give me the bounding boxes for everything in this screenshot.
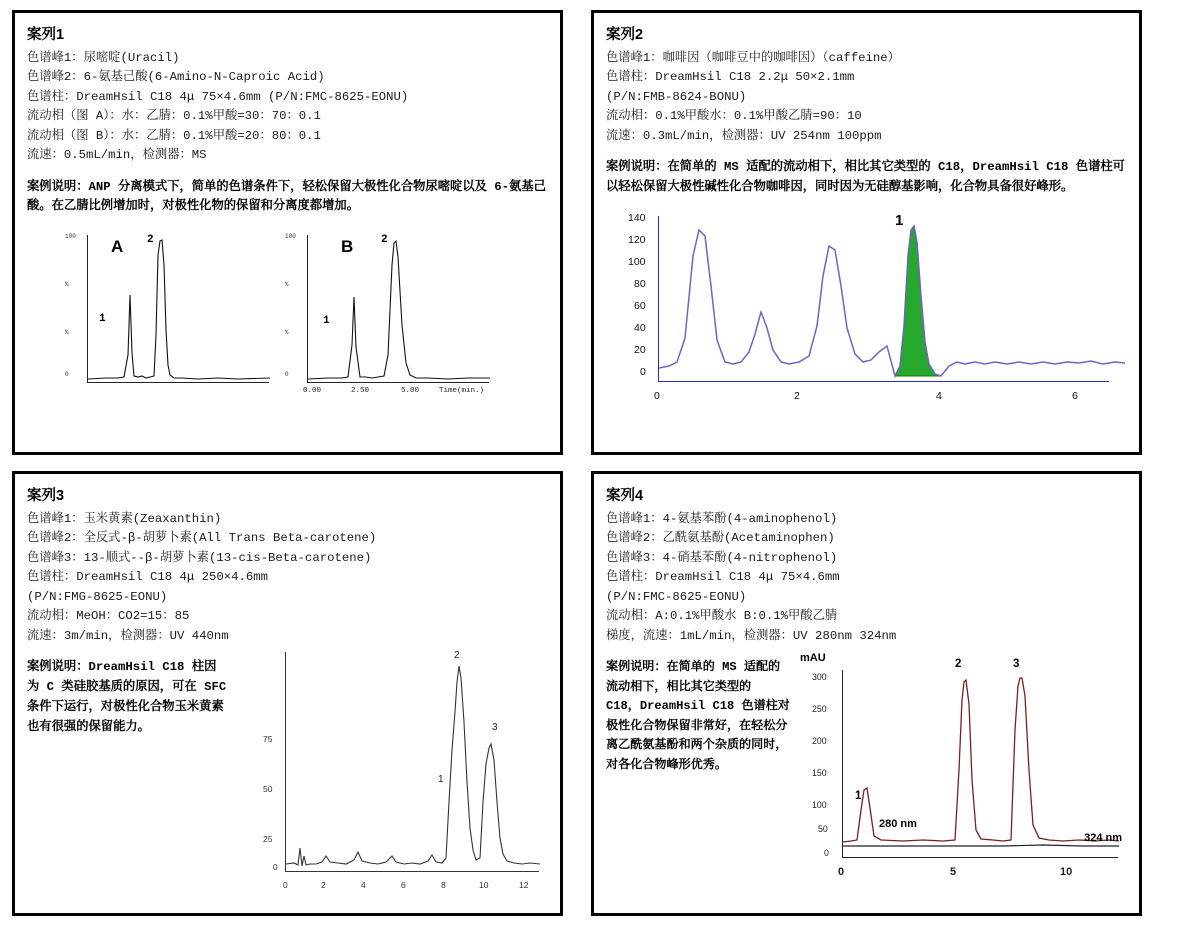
y-tick-label: 75: [263, 734, 273, 744]
case-card-1: [12, 10, 563, 455]
spec-item: 色谱柱：DreamHsil C18 2.2μ 50×2.1mm: [606, 70, 855, 85]
y-tick-label: 100: [812, 800, 827, 810]
peak-label: 3: [492, 722, 498, 733]
y-tick-label: 0: [65, 371, 69, 379]
case-card-3: [12, 471, 563, 916]
spec-item: 色谱柱：DreamHsil C18 4μ 75×4.6mm: [606, 570, 840, 585]
trace-svg: [88, 235, 270, 383]
x-tick-label: 5.00: [401, 387, 420, 396]
chromatogram-panel-b: [285, 231, 493, 403]
x-tick-label: 8: [441, 880, 446, 890]
trace-svg: [308, 235, 490, 383]
spec-item: 色谱峰2：6-氨基己酸(6-Amino-N-Caproic Acid): [27, 70, 325, 85]
y-tick-label: 50: [818, 824, 828, 834]
y-tick-label: 0: [824, 848, 829, 858]
spec-item: 色谱柱：DreamHsil C18 4μ 250×4.6mm: [27, 570, 269, 585]
spec-item: 色谱峰1：咖啡因（咖啡豆中的咖啡因）（caffeine）: [606, 51, 900, 65]
x-tick-label: 6: [401, 880, 406, 890]
spec-item: 色谱柱：DreamHsil C18 4μ 75×4.6mm (P/N:FMC-8625-EONU): [27, 89, 409, 104]
y-tick-label: %: [65, 281, 69, 289]
panel-letter-b: B: [341, 237, 354, 257]
trace-svg: [286, 652, 540, 872]
x-tick-label: 2: [321, 880, 326, 890]
y-tick-label: 300: [812, 672, 827, 682]
case-note: 案例说明：DreamHsil C18 柱因为 C 类硅胶基质的原因，可在 SFC 条件下运行，对极性化合物玉米黄素也有很强的保留能力。: [27, 659, 227, 734]
trace-annotation-280: 280 nm: [879, 818, 917, 830]
x-tick-label: 6: [1072, 389, 1078, 402]
spec-item: 色谱峰3：4-硝基苯酚(4-nitrophenol): [606, 550, 838, 565]
x-tick-label: 4: [361, 880, 366, 890]
y-tick-label: 0: [285, 371, 289, 379]
peak-label: 1: [438, 774, 444, 785]
plot-axes: [285, 652, 539, 872]
peak-label: 1: [323, 315, 330, 328]
case-title: 案列3: [27, 488, 65, 504]
x-tick-label: 2: [794, 389, 800, 402]
x-tick-label: 5: [950, 866, 957, 878]
spec-item: 流动相（图 B）：水：乙腈：0.1%甲酸=20：80：0.1: [27, 128, 321, 143]
x-axis-ticks: [303, 387, 489, 399]
x-tick-label: 2.50: [351, 387, 370, 396]
spec-item: (P/N:FMC-8625-EONU): [606, 589, 747, 604]
plot-axes: [307, 235, 489, 383]
plot-axes: [87, 235, 269, 383]
x-tick-label: 10: [479, 880, 489, 890]
y-tick-label: 80: [634, 277, 646, 290]
peak-label: 1: [99, 313, 106, 326]
case-title: 案列1: [27, 27, 65, 43]
peak-label: 2: [147, 234, 154, 247]
plot-axes: [658, 211, 1109, 382]
case-note: 案例说明：在简单的 MS 适配的流动相下，相比其它类型的 C18，DreamHsil C18 色谱柱对极性化合物保留非常好，在轻松分离乙酰氨基酚和两个杂质的同时，对各化合物峰形优秀。: [606, 659, 790, 772]
y-tick-label: 25: [263, 834, 273, 844]
y-tick-label: %: [65, 329, 69, 337]
peak-label: 3: [1013, 658, 1020, 670]
peak-label: 2: [381, 234, 388, 247]
y-tick-label: %: [285, 329, 289, 337]
y-tick-label: 0: [273, 862, 278, 872]
peak-label: 2: [454, 650, 460, 661]
panel-letter-a: A: [111, 237, 124, 257]
y-tick-label: 250: [812, 704, 827, 714]
x-axis-title: Time(min.): [439, 387, 485, 396]
x-tick-label: 0: [654, 389, 660, 402]
case-title: 案列4: [606, 488, 644, 504]
spec-item: 流速：3m/min，检测器：UV 440nm: [27, 628, 229, 643]
y-tick-label: %: [285, 281, 289, 289]
peak-label: 1: [855, 790, 862, 802]
spec-item: 流速：0.5mL/min，检测器：MS: [27, 148, 207, 163]
y-tick-label: 120: [628, 233, 646, 246]
peak-label: 2: [955, 658, 962, 670]
case-card-4: [591, 471, 1142, 916]
y-tick-label: 200: [812, 736, 827, 746]
y-tick-label: 100: [65, 233, 76, 241]
chromatogram-4: [798, 652, 1128, 892]
spec-item: (P/N:FMB-8624-BONU): [606, 89, 747, 104]
x-tick-label: 0.00: [303, 387, 322, 396]
case-title: 案列2: [606, 27, 644, 43]
trace-svg: [659, 216, 1125, 382]
spec-item: 流动相（图 A）：水：乙腈：0.1%甲酸=30：70：0.1: [27, 109, 321, 124]
spec-item: 色谱峰2：乙酰氨基酚(Acetaminophen): [606, 531, 835, 546]
y-tick-label: 40: [634, 321, 646, 334]
x-tick-label: 0: [283, 880, 288, 890]
spec-item: 色谱峰1：玉米黄素(Zeaxanthin): [27, 512, 222, 526]
x-tick-label: 4: [936, 389, 942, 402]
case-note: 案例说明：在简单的 MS 适配的流动相下，相比其它类型的 C18，DreamHsil C18 色谱柱可以轻松保留大极性碱性化合物咖啡因，同时因为无硅醇基影响，化合物具备很好峰形。: [606, 160, 1125, 195]
chromatogram-panel-a: [65, 231, 273, 403]
spec-item: 色谱峰1：尿嘧啶(Uracil): [27, 51, 180, 65]
peak-label: 1: [895, 211, 904, 229]
y-tick-label: 100: [628, 255, 646, 268]
y-axis-label: mAU: [800, 652, 826, 664]
case-spec-list: [606, 510, 1127, 646]
spec-item: 梯度，流速：1mL/min，检测器：UV 280nm 324nm: [606, 628, 897, 643]
case-spec-list: [27, 510, 548, 646]
chromatogram-2: [606, 212, 1127, 408]
case-card-2: [591, 10, 1142, 455]
spec-item: 流动相：MeOH：CO2=15：85: [27, 609, 190, 624]
y-tick-label: 60: [634, 299, 646, 312]
chromatogram-1: [27, 231, 548, 411]
case-note: 案例说明：ANP 分离模式下，简单的色谱条件下，轻松保留大极性化合物尿嘧啶以及 6-氨基己酸。在乙腈比例增加时，对极性化物的保留和分离度都增加。: [27, 179, 546, 214]
spec-item: 流动相：A:0.1%甲酸水 B:0.1%甲酸乙腈: [606, 609, 838, 624]
y-tick-label: 150: [812, 768, 827, 778]
spec-item: (P/N:FMG-8625-EONU): [27, 589, 168, 604]
y-tick-label: 0: [640, 365, 646, 378]
plot-axes: [842, 658, 1122, 858]
y-tick-label: 20: [634, 343, 646, 356]
y-tick-label: 140: [628, 211, 646, 224]
case-spec-list: [27, 49, 548, 166]
spec-item: 色谱峰3：13-顺式--β-胡萝卜素(13-cis-Beta-carotene): [27, 550, 372, 565]
spec-item: 流动相：0.1%甲酸水：0.1%甲酸乙腈=90：10: [606, 109, 862, 124]
chromatogram-3: [247, 646, 547, 896]
trace-annotation-324: 324 nm: [1084, 832, 1122, 844]
x-tick-label: 12: [519, 880, 529, 890]
y-tick-label: 50: [263, 784, 273, 794]
spec-item: 色谱峰1：4-氨基苯酚(4-aminophenol): [606, 512, 838, 526]
y-tick-label: 100: [285, 233, 296, 241]
spec-item: 流速：0.3mL/min，检测器：UV 254nm 100ppm: [606, 128, 882, 143]
case-spec-list: [606, 49, 1127, 146]
x-tick-label: 10: [1060, 866, 1073, 878]
x-tick-label: 0: [838, 866, 845, 878]
spec-item: 色谱峰2：全反式-β-胡萝卜素(All Trans Beta-carotene): [27, 531, 377, 546]
